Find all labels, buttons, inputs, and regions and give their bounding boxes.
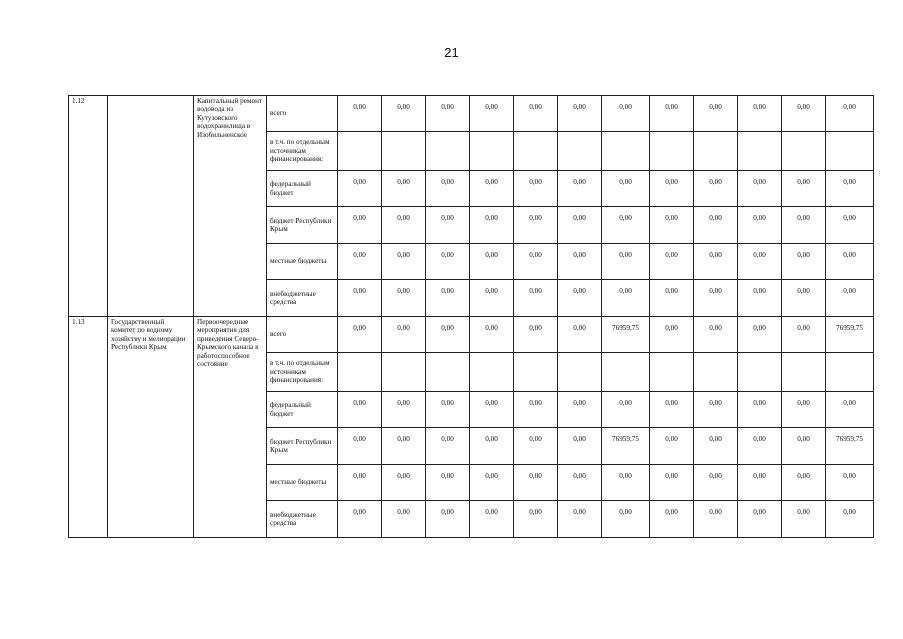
amount-cell: 0,00	[338, 428, 382, 465]
amount-cell: 0,00	[558, 244, 602, 280]
funding-source-label: федеральный бюджет	[267, 171, 338, 207]
amount-cell: 0,00	[782, 317, 826, 353]
funding-source-label: бюджет Республики Крым	[267, 428, 338, 465]
amount-cell: 0,00	[694, 96, 738, 132]
amount-cell	[694, 353, 738, 392]
amount-cell: 0,00	[558, 392, 602, 428]
amount-cell	[426, 353, 470, 392]
amount-cell: 0,00	[650, 392, 694, 428]
amount-cell: 0,00	[602, 96, 650, 132]
amount-cell: 0,00	[514, 244, 558, 280]
amount-cell: 0,00	[650, 428, 694, 465]
amount-cell	[738, 353, 782, 392]
amount-cell: 0,00	[426, 392, 470, 428]
amount-cell: 0,00	[382, 317, 426, 353]
funding-source-label: внебюджетные средства	[267, 501, 338, 538]
amount-cell: 0,00	[470, 392, 514, 428]
section-responsible	[108, 96, 194, 317]
amount-cell: 0,00	[382, 392, 426, 428]
funding-source-label: внебюджетные средства	[267, 280, 338, 317]
amount-cell: 0,00	[558, 317, 602, 353]
funding-source-label: бюджет Республики Крым	[267, 207, 338, 244]
section-responsible: Государственный комитет по водному хозяйству и мелиорации Республики Крым	[108, 317, 194, 538]
amount-cell	[426, 132, 470, 171]
amount-cell	[650, 353, 694, 392]
amount-cell: 0,00	[826, 465, 874, 501]
amount-cell: 0,00	[694, 171, 738, 207]
funding-source-label: всего	[267, 96, 338, 132]
amount-cell: 0,00	[602, 501, 650, 538]
amount-cell: 0,00	[694, 501, 738, 538]
amount-cell: 0,00	[338, 244, 382, 280]
amount-cell: 0,00	[426, 280, 470, 317]
table-row	[69, 317, 874, 353]
amount-cell: 0,00	[826, 244, 874, 280]
amount-cell: 0,00	[558, 207, 602, 244]
amount-cell: 76959,75	[602, 428, 650, 465]
amount-cell: 0,00	[514, 280, 558, 317]
amount-cell: 0,00	[470, 428, 514, 465]
amount-cell: 0,00	[514, 171, 558, 207]
amount-cell: 0,00	[826, 392, 874, 428]
amount-cell: 0,00	[782, 244, 826, 280]
amount-cell: 0,00	[826, 96, 874, 132]
amount-cell: 0,00	[470, 96, 514, 132]
amount-cell: 0,00	[382, 96, 426, 132]
funding-source-label: местные бюджеты	[267, 244, 338, 280]
amount-cell: 0,00	[426, 465, 470, 501]
amount-cell: 0,00	[738, 280, 782, 317]
amount-cell: 0,00	[650, 465, 694, 501]
amount-cell: 0,00	[426, 244, 470, 280]
amount-cell: 0,00	[382, 244, 426, 280]
amount-cell	[782, 353, 826, 392]
amount-cell: 0,00	[738, 428, 782, 465]
amount-cell: 0,00	[694, 207, 738, 244]
amount-cell: 0,00	[694, 428, 738, 465]
amount-cell: 0,00	[382, 428, 426, 465]
amount-cell: 0,00	[650, 501, 694, 538]
amount-cell: 0,00	[514, 207, 558, 244]
section-code: 1.12	[69, 96, 108, 317]
amount-cell: 0,00	[694, 280, 738, 317]
amount-cell: 0,00	[826, 207, 874, 244]
page-number: 21	[444, 45, 459, 60]
amount-cell: 0,00	[694, 465, 738, 501]
amount-cell	[514, 353, 558, 392]
amount-cell: 0,00	[338, 280, 382, 317]
amount-cell: 0,00	[738, 171, 782, 207]
amount-cell: 0,00	[426, 207, 470, 244]
budget-table	[68, 95, 874, 538]
funding-source-label: федеральный бюджет	[267, 392, 338, 428]
amount-cell: 0,00	[650, 207, 694, 244]
amount-cell: 0,00	[514, 96, 558, 132]
amount-cell: 0,00	[738, 501, 782, 538]
amount-cell: 0,00	[470, 280, 514, 317]
amount-cell: 0,00	[782, 96, 826, 132]
amount-cell	[650, 132, 694, 171]
funding-source-label: в т.ч. по отдельным источникам финансирования:	[267, 353, 338, 392]
amount-cell: 0,00	[426, 317, 470, 353]
amount-cell: 0,00	[738, 317, 782, 353]
amount-cell: 0,00	[826, 501, 874, 538]
amount-cell: 0,00	[738, 244, 782, 280]
amount-cell: 76959,75	[826, 317, 874, 353]
amount-cell: 0,00	[470, 501, 514, 538]
amount-cell	[338, 353, 382, 392]
amount-cell	[602, 132, 650, 171]
amount-cell: 0,00	[826, 280, 874, 317]
amount-cell: 0,00	[470, 244, 514, 280]
amount-cell: 0,00	[514, 428, 558, 465]
amount-cell: 0,00	[738, 392, 782, 428]
amount-cell: 0,00	[338, 501, 382, 538]
amount-cell: 0,00	[782, 392, 826, 428]
amount-cell: 0,00	[426, 171, 470, 207]
amount-cell	[470, 353, 514, 392]
amount-cell: 0,00	[382, 171, 426, 207]
amount-cell	[782, 132, 826, 171]
amount-cell: 0,00	[782, 171, 826, 207]
section-event: Капитальный ремонт водовода из Кутузовского водохранилища в Изобильненское	[194, 96, 267, 317]
amount-cell: 76959,75	[826, 428, 874, 465]
amount-cell: 0,00	[782, 207, 826, 244]
amount-cell: 0,00	[694, 392, 738, 428]
amount-cell	[514, 132, 558, 171]
table-body	[69, 96, 874, 538]
amount-cell: 0,00	[782, 428, 826, 465]
amount-cell: 0,00	[558, 501, 602, 538]
amount-cell: 0,00	[738, 465, 782, 501]
amount-cell: 0,00	[782, 280, 826, 317]
table-row	[69, 96, 874, 132]
amount-cell	[558, 132, 602, 171]
amount-cell	[382, 353, 426, 392]
amount-cell: 0,00	[514, 501, 558, 538]
amount-cell: 0,00	[470, 317, 514, 353]
amount-cell: 0,00	[694, 244, 738, 280]
amount-cell	[602, 353, 650, 392]
amount-cell: 0,00	[338, 392, 382, 428]
amount-cell	[558, 353, 602, 392]
amount-cell: 0,00	[650, 280, 694, 317]
amount-cell: 0,00	[558, 280, 602, 317]
section-event: Первоочередные мероприятия для приведения Северо-Крымского канала в работоспособное состояние	[194, 317, 267, 538]
funding-source-label: в т.ч. по отдельным источникам финансирования:	[267, 132, 338, 171]
amount-cell: 0,00	[514, 465, 558, 501]
amount-cell: 0,00	[558, 171, 602, 207]
amount-cell: 0,00	[558, 96, 602, 132]
amount-cell: 0,00	[650, 317, 694, 353]
amount-cell: 0,00	[382, 280, 426, 317]
section-code: 1.13	[69, 317, 108, 538]
amount-cell: 0,00	[426, 501, 470, 538]
amount-cell: 0,00	[826, 171, 874, 207]
amount-cell: 0,00	[338, 317, 382, 353]
amount-cell	[470, 132, 514, 171]
amount-cell: 0,00	[694, 317, 738, 353]
amount-cell	[338, 132, 382, 171]
amount-cell: 0,00	[602, 207, 650, 244]
amount-cell: 0,00	[514, 317, 558, 353]
amount-cell: 0,00	[426, 428, 470, 465]
funding-source-label: всего	[267, 317, 338, 353]
amount-cell: 0,00	[470, 465, 514, 501]
amount-cell: 0,00	[602, 171, 650, 207]
amount-cell: 0,00	[382, 501, 426, 538]
amount-cell: 0,00	[426, 96, 470, 132]
amount-cell: 0,00	[738, 207, 782, 244]
amount-cell: 0,00	[470, 207, 514, 244]
amount-cell: 0,00	[602, 280, 650, 317]
amount-cell: 0,00	[338, 207, 382, 244]
amount-cell: 76959,75	[602, 317, 650, 353]
amount-cell: 0,00	[602, 244, 650, 280]
amount-cell: 0,00	[558, 428, 602, 465]
amount-cell: 0,00	[650, 96, 694, 132]
amount-cell	[826, 353, 874, 392]
amount-cell: 0,00	[514, 392, 558, 428]
amount-cell: 0,00	[382, 465, 426, 501]
amount-cell: 0,00	[738, 96, 782, 132]
amount-cell: 0,00	[650, 171, 694, 207]
amount-cell	[694, 132, 738, 171]
amount-cell: 0,00	[558, 465, 602, 501]
amount-cell: 0,00	[782, 465, 826, 501]
amount-cell: 0,00	[602, 392, 650, 428]
funding-source-label: местные бюджеты	[267, 465, 338, 501]
amount-cell: 0,00	[650, 244, 694, 280]
amount-cell	[382, 132, 426, 171]
amount-cell: 0,00	[338, 171, 382, 207]
amount-cell: 0,00	[602, 465, 650, 501]
amount-cell: 0,00	[382, 207, 426, 244]
amount-cell	[826, 132, 874, 171]
amount-cell: 0,00	[782, 501, 826, 538]
amount-cell: 0,00	[470, 171, 514, 207]
amount-cell: 0,00	[338, 465, 382, 501]
amount-cell	[738, 132, 782, 171]
amount-cell: 0,00	[338, 96, 382, 132]
